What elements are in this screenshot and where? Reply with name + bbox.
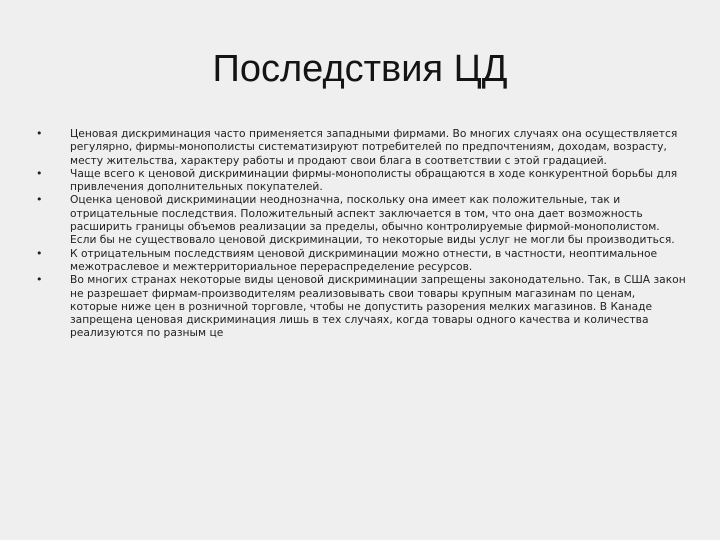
bullet-marker: • — [36, 127, 43, 140]
bullet-item — [36, 127, 686, 167]
bullet-text: Чаще всего к ценовой дискриминации фирмы-монополисты обращаются в ходе конкурентной борьбы для привлечения дополнительных покупателей. — [70, 166, 678, 194]
bullet-text: Ценовая дискриминация часто применяется западными фирмами. Во многих случаях она осуществляется регулярно, фирмы-монополисты систематизируют потребителей по предпочтениям, доходам, возрасту, месту жительства, характеру работы и продают свои блага в соответствии с этой градацией. — [70, 127, 678, 167]
bullet-text: Оценка ценовой дискриминации неоднозначна, поскольку она имеет как положительные, так и отрицательные последствия. Положительный аспект заключается в том, что она дает возможность расширить границы объемов реализации за пределы, обычно контролируемые фирмой-монополистом. Если бы не существовало ценовой дискриминации, то некоторые виды услуг не могли бы производиться. — [70, 193, 675, 247]
bullet-text: К отрицательным последствиям ценовой дискриминации можно отнести, в частности, неоптимальное межотраслевое и межтерриториальное перераспределение ресурсов. — [70, 246, 658, 273]
bullet-marker: • — [36, 193, 43, 207]
bullet-text: Во многих странах некоторые виды ценовой дискриминации запрещены законодательно. Так, в США закон не разрешает фирмам-производителям реализовывать свои товары крупным магазинам по ценам, которые ниже цен в розничной торговле, чтобы не допустить разорения мелких магазинов. В Канаде запрещена ценовая дискриминация лишь в тех случаях, когда товары одного качества и количества реализуются по разным це — [70, 273, 686, 340]
bullet-item — [36, 247, 686, 274]
bullet-item — [36, 273, 686, 339]
bullet-marker: • — [36, 273, 43, 287]
bullet-item — [36, 167, 686, 194]
bullet-marker: • — [36, 166, 43, 180]
bullet-marker: • — [36, 246, 43, 260]
bullet-list — [36, 127, 686, 340]
slide-title: Последствия ЦД — [212, 48, 508, 90]
bullet-item — [36, 193, 686, 246]
